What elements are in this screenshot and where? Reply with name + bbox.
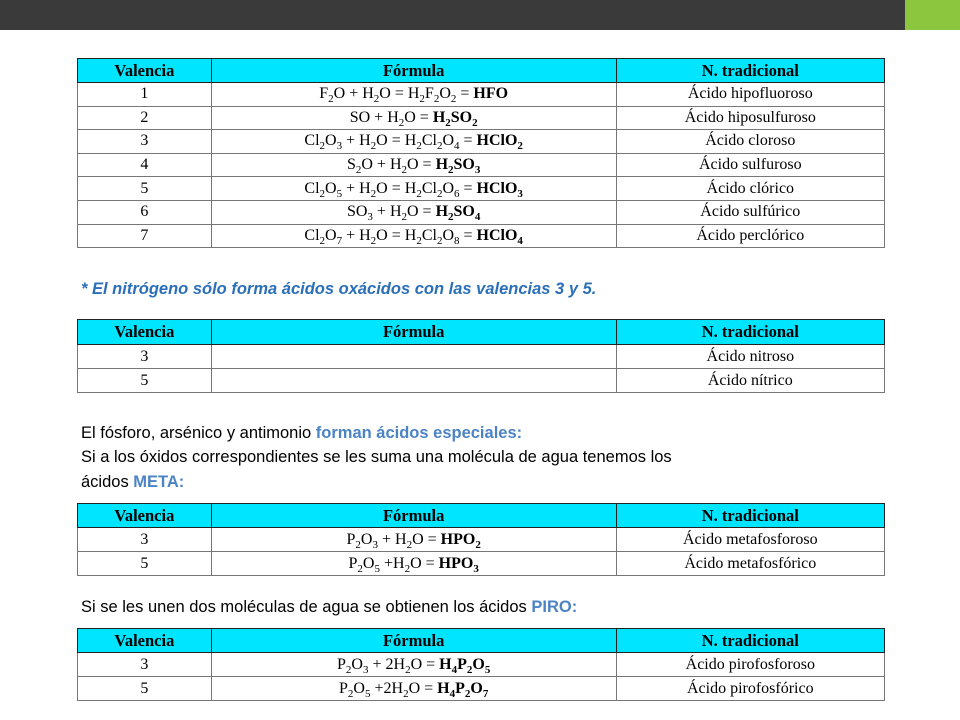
cell-formula: $Cl_2O_3 + H_2O = H_2Cl_2O_4$ = HClO$_2$ [211,130,616,154]
highlight-meta: META: [133,473,185,491]
table-row [78,528,885,552]
header-valencia: Valencia [78,629,212,653]
table-row [78,552,885,576]
table-nitrogen-acids [77,319,885,393]
header-valencia: Valencia [78,504,212,528]
table-piro-acids [77,628,885,701]
cell-name: Ácido cloroso [616,130,884,154]
cell-name: Ácido metafosfórico [616,552,884,576]
table-row [78,106,885,130]
cell-valencia: 6 [78,200,212,224]
cell-formula: $P_2O_3 + 2H_2O = H_4P_2O_5$ [211,653,616,677]
header-name: N. tradicional [616,504,884,528]
cell-valencia: 2 [78,106,212,130]
table-row [78,224,885,248]
table-row [78,83,885,107]
accent-square [905,0,960,30]
top-bar [0,0,905,30]
table-row [78,369,885,393]
table-row [78,345,885,369]
cell-valencia: 5 [78,177,212,201]
cell-formula [211,369,616,393]
cell-formula: $P_2O_3 + H_2O = HPO_2$ [211,528,616,552]
header-formula: Fórmula [211,59,616,83]
header-valencia: Valencia [78,320,212,345]
header-valencia: Valencia [78,59,212,83]
paragraph-piro: Si se les unen dos moléculas de agua se obtienen los ácidos PIRO: [81,598,578,616]
cell-formula: $F_2O + H_2O = H_2F_2O_2$ = HFO [211,83,616,107]
table-halogen-acids [77,58,885,248]
cell-name: Ácido hiposulfuroso [616,106,884,130]
cell-name: Ácido sulfúrico [616,200,884,224]
cell-valencia: 3 [78,130,212,154]
cell-name: Ácido pirofosforoso [616,653,884,677]
paragraph-meta-line1: Si a los óxidos correspondientes se les suma una molécula de agua tenemos los [81,448,672,466]
table-row [78,177,885,201]
cell-name: Ácido nitroso [616,345,884,369]
cell-valencia: 3 [78,528,212,552]
cell-valencia: 1 [78,83,212,107]
cell-name: Ácido hipofluoroso [616,83,884,107]
cell-valencia: 4 [78,153,212,177]
cell-formula: $Cl_2O_5 + H_2O = H_2Cl_2O_6$ = HClO$_3$ [211,177,616,201]
table-meta-acids [77,503,885,576]
cell-valencia: 5 [78,369,212,393]
cell-formula: $S_2O + H_2O = H_2SO_3$ [211,153,616,177]
header-formula: Fórmula [211,504,616,528]
cell-valencia: 7 [78,224,212,248]
cell-valencia: 5 [78,552,212,576]
paragraph-special-acids: El fósforo, arsénico y antimonio forman ácidos especiales: [81,424,523,442]
cell-name: Ácido pirofosfórico [616,677,884,701]
cell-name: Ácido sulfuroso [616,153,884,177]
cell-formula: $P_2O_5 +H_2O = HPO_3$ [211,552,616,576]
highlight-special-acids: forman ácidos especiales: [315,424,523,442]
header-formula: Fórmula [211,629,616,653]
cell-formula: $P_2O_5 +2H_2O = H_4P_2O_7$ [211,677,616,701]
cell-valencia: 3 [78,653,212,677]
table-row [78,130,885,154]
cell-formula [211,345,616,369]
header-name: N. tradicional [616,59,884,83]
table-row [78,153,885,177]
cell-name: Ácido clórico [616,177,884,201]
cell-valencia: 3 [78,345,212,369]
cell-valencia: 5 [78,677,212,701]
table-row [78,200,885,224]
cell-formula: $SO_3 + H_2O = H_2SO_4$ [211,200,616,224]
cell-name: Ácido perclórico [616,224,884,248]
table-row [78,677,885,701]
cell-name: Ácido nítrico [616,369,884,393]
cell-name: Ácido metafosforoso [616,528,884,552]
header-formula: Fórmula [211,320,616,345]
highlight-piro: PIRO: [531,598,578,616]
cell-formula: $Cl_2O_7 + H_2O = H_2Cl_2O_8$ = HClO$_4$ [211,224,616,248]
table-row [78,653,885,677]
header-name: N. tradicional [616,320,884,345]
nitrogen-note: * El nitrógeno sólo forma ácidos oxácidos con las valencias 3 y 5. [81,280,597,298]
cell-formula: SO + $H_2O = H_2SO_2$ [211,106,616,130]
header-name: N. tradicional [616,629,884,653]
paragraph-meta-line2: ácidos META: [81,473,185,491]
